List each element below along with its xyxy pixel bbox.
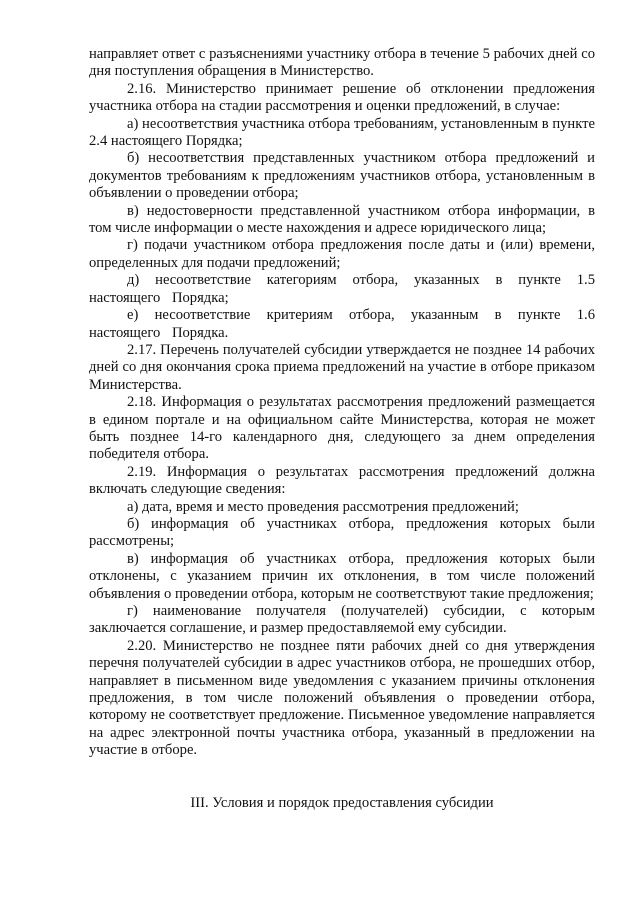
paragraph-2-16-g: г) подачи участником отбора предложения после даты и (или) времени, определенных для подачи предложений; (89, 237, 595, 271)
paragraph-2-19-b: б) информация об участниках отбора, предложения которых были рассмотрены; (89, 515, 595, 550)
paragraph-2-19-v: в) информация об участниках отбора, предложения которых были отклонены, с указанием причин их отклонения, в том числе положений объявления о проведении отбора, которым не соответствуют такие предложения; (89, 550, 595, 602)
paragraph-2-16-e: е) несоответствие критериям отбора, указанным в пункте 1.6 настоящего Порядка. (89, 307, 595, 341)
section-heading: III. Условия и порядок предоставления субсидии (190, 795, 494, 811)
paragraph-2-16-d: д) несоответствие категориям отбора, указанных в пункте 1.5 настоящего Порядка; (89, 272, 595, 306)
paragraph-2-19-a: а) дата, время и место проведения рассмотрения предложений; (127, 498, 519, 515)
paragraph-2-17: 2.17. Перечень получателей субсидии утверждается не позднее 14 рабочих дней со дня окончания срока приема предложений на участие в отборе приказом Министерства. (89, 341, 595, 393)
paragraph-2-20: 2.20. Министерство не позднее пяти рабочих дней со дня утверждения перечня получателей субсидии в адрес участников отбора, не прошедших отбор, направляет в письменном виде уведомления с указанием причины отклонения предложения, в том числе положений объявления о проведении отбора, которому не соответствует предложение. Письменное уведомление направляется на адрес электронной почты участника отбора, указанный в предложении на участие в отборе. (89, 637, 595, 759)
paragraph-2-19-g: г) наименование получателя (получателей) субсидии, с которым заключается соглашение, и размер предоставляемой ему субсидии. (89, 603, 595, 637)
paragraph-2-16-a: а) несоответствия участника отбора требованиям, установленным в пункте 2.4 настоящего Порядка; (89, 115, 595, 150)
paragraph-2-19: 2.19. Информация о результатах рассмотрения предложений должна включать следующие сведения: (89, 463, 595, 498)
paragraph-2-16-v: в) недостоверности представленной участником отбора информации, в том числе информации о месте нахождения и адресе юридического лица; (89, 202, 595, 237)
document-body (89, 46, 595, 760)
paragraph-2-18: 2.18. Информация о результатах рассмотрения предложений размещается в едином портале и на официальном сайте Министерства, которая не может быть позднее 14-го календарного дня, следующего за днем определения победителя отбора. (89, 394, 595, 463)
paragraph-continuation: направляет ответ с разъяснениями участнику отбора в течение 5 рабочих дней со дня поступления обращения в Министерство. (89, 46, 595, 80)
paragraph-2-16: 2.16. Министерство принимает решение об отклонении предложения участника отбора на стадии рассмотрения и оценки предложений, в случае: (89, 80, 595, 115)
paragraph-2-16-b: б) несоответствия представленных участником отбора предложений и документов требованиям к предложениям участников отбора, установленным в объявлении о проведении отбора; (89, 150, 595, 202)
